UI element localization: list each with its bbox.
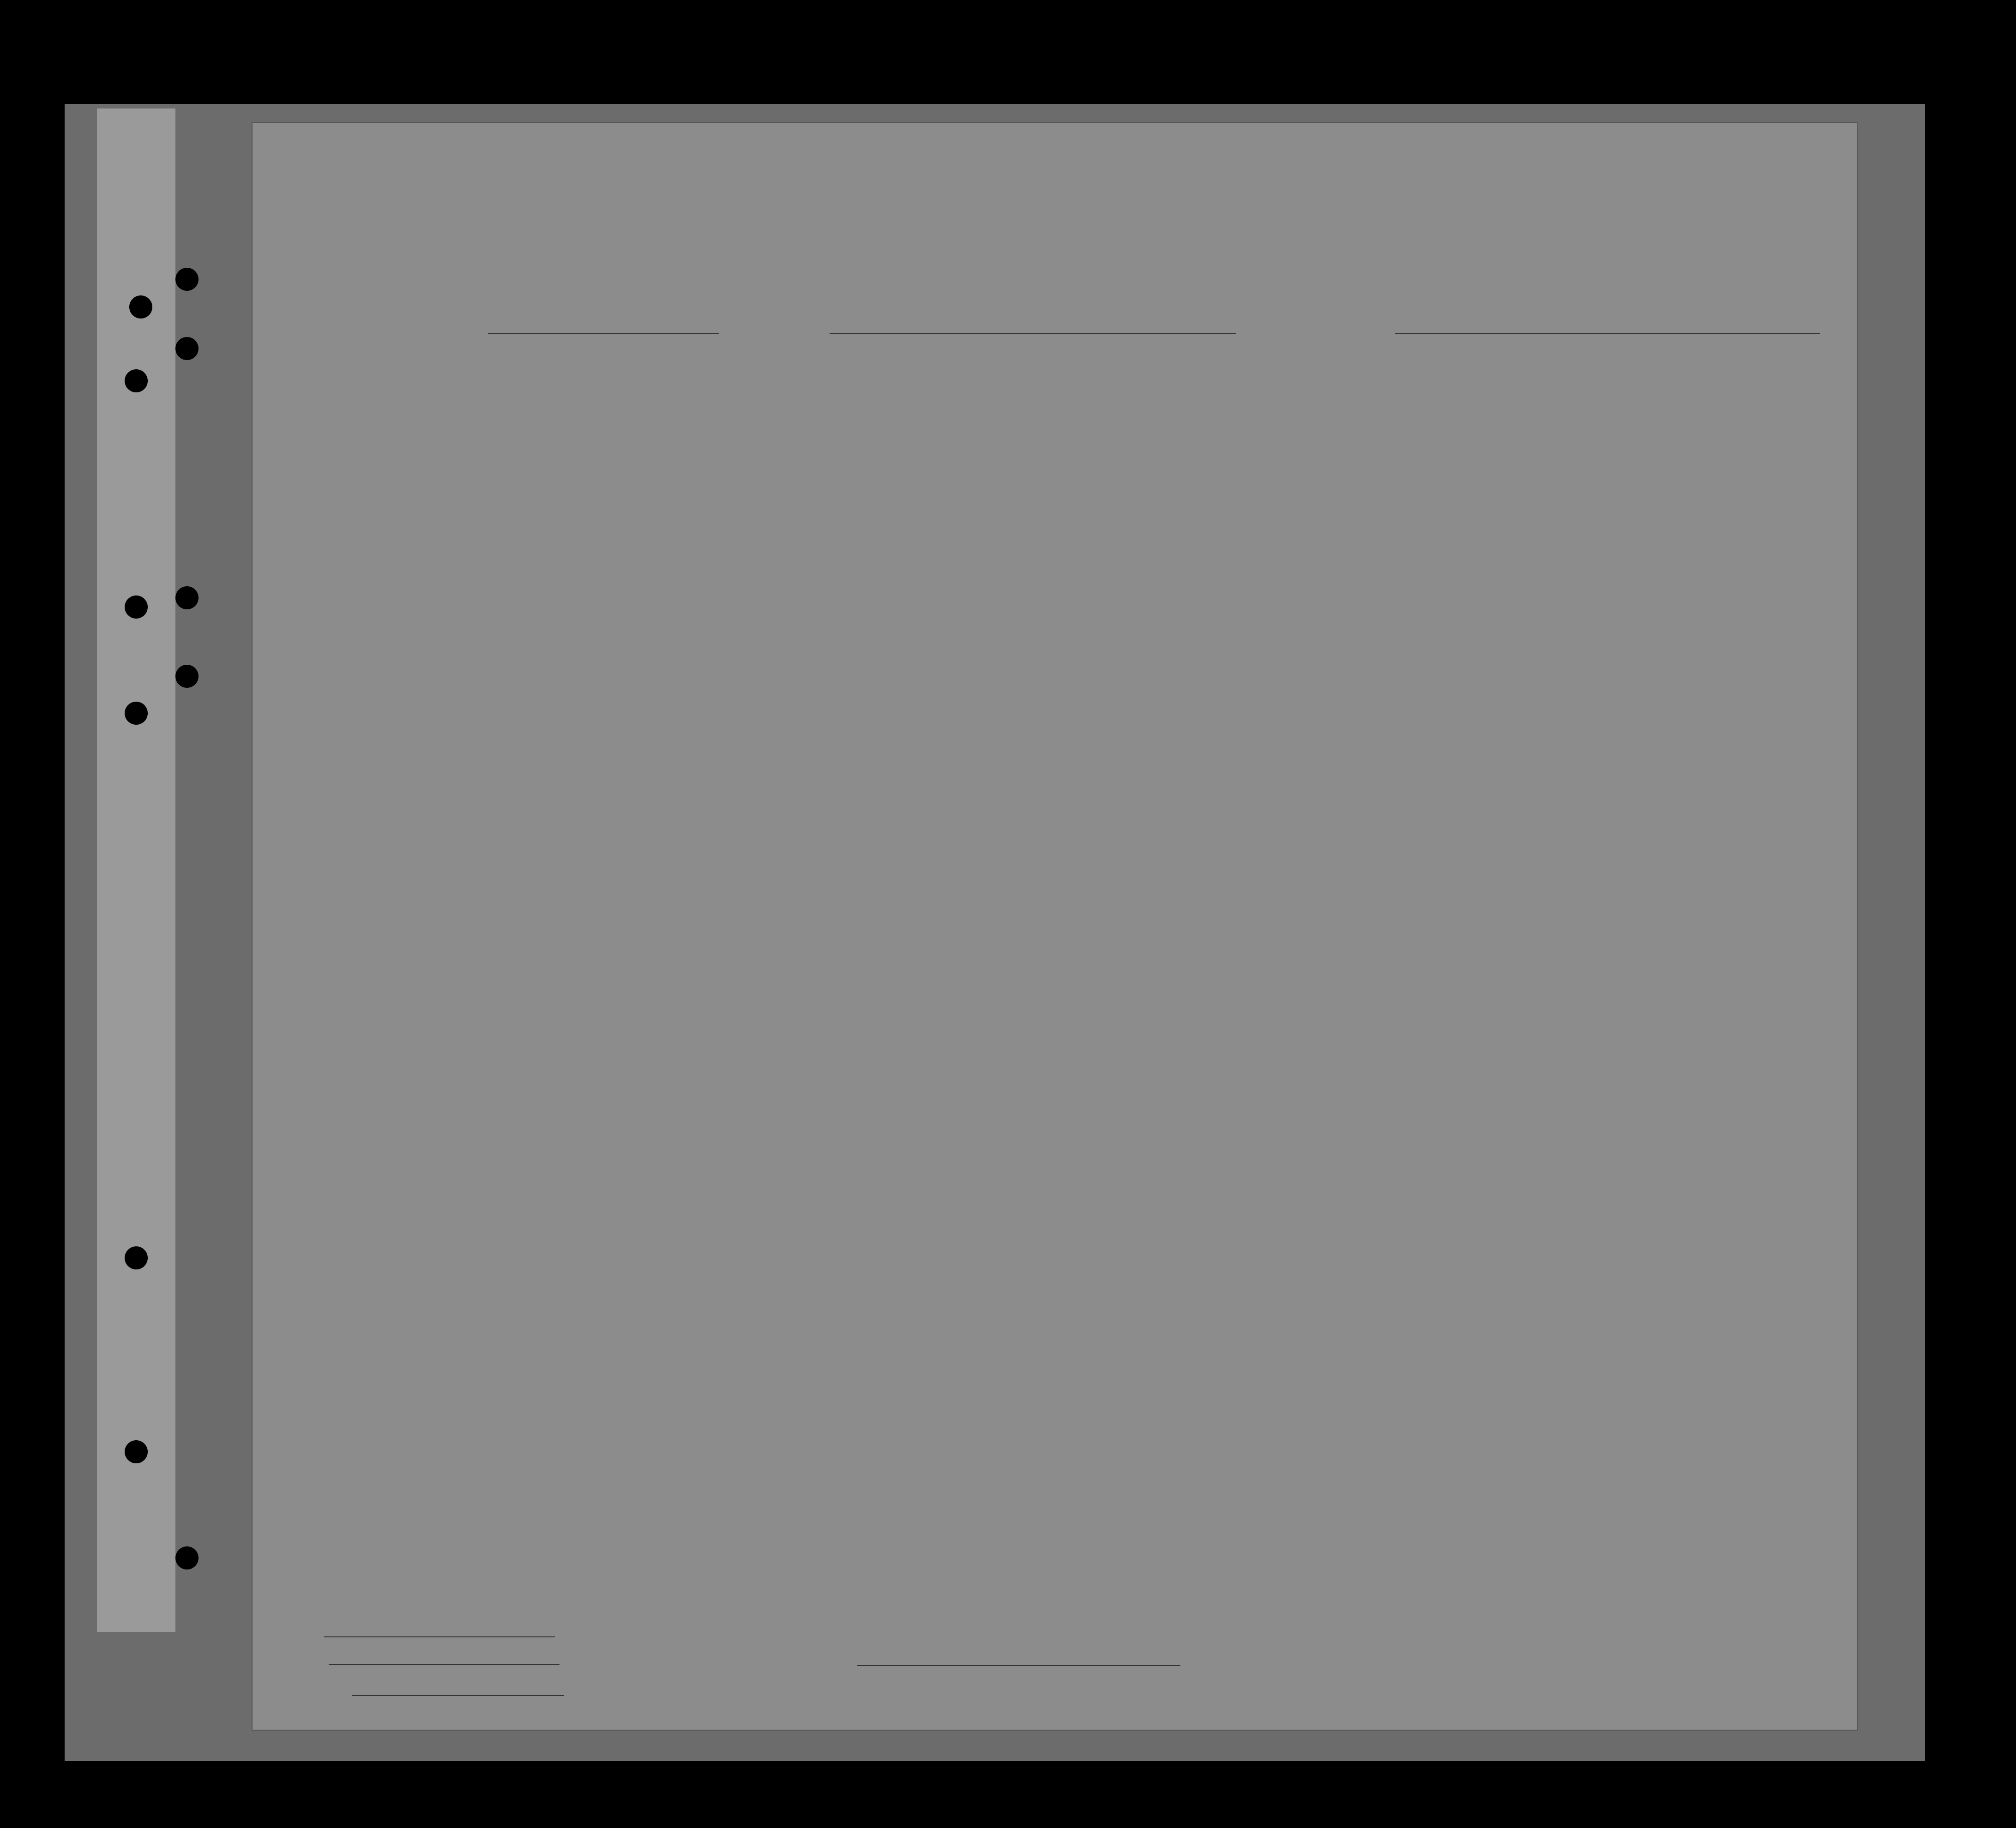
binder-hole: [175, 268, 199, 291]
binder-hole: [125, 702, 148, 725]
binder-hole: [175, 586, 199, 609]
underlying-page-edge: [97, 108, 175, 1632]
binder-hole: [129, 295, 152, 319]
manifest-sheet: [252, 122, 1858, 1731]
binder-hole: [175, 665, 199, 688]
binder-hole: [125, 1440, 148, 1463]
table-grid: [253, 123, 1857, 1730]
binder-hole: [175, 1546, 199, 1569]
binder-hole: [125, 595, 148, 619]
binder-hole: [175, 337, 199, 360]
binder-hole: [125, 1246, 148, 1269]
binder-hole: [125, 369, 148, 392]
